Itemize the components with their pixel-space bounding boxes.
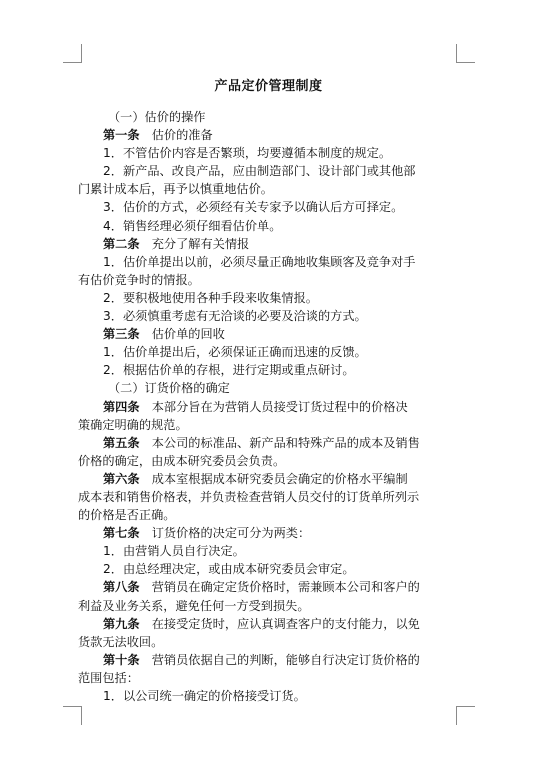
line-text: 2．新产品、改良产品，应由制造部门、设计部门或其他部 <box>103 164 416 179</box>
line-text: 1．以公司统一确定的价格接受订货。 <box>103 689 306 703</box>
article-label: 第九条 <box>103 616 140 631</box>
line-text: 本公司的标准品、新产品和特殊产品的成本及销售 <box>139 435 420 450</box>
body-line <box>78 687 463 705</box>
line-text: 本部分旨在为营销人员接受订货过程中的价格决 <box>139 399 408 414</box>
body-line <box>78 578 463 596</box>
line-text: 范围包括： <box>78 670 139 685</box>
line-text: 货款无法收回。 <box>78 634 164 649</box>
article-label: 第八条 <box>103 580 140 595</box>
line-text: （一）估价的操作 <box>108 110 206 124</box>
article-label: 第二条 <box>103 236 140 251</box>
line-text: 在接受定货时，应认真调查客户的支付能力，以免 <box>139 616 420 631</box>
article-label: 第一条 <box>103 128 140 143</box>
body-line <box>78 162 463 180</box>
line-text: 有估价竞争时的情报。 <box>78 272 200 287</box>
line-text: 营销员在确定定货价格时，需兼顾本公司和客户的 <box>139 580 420 595</box>
body-line <box>78 325 463 343</box>
line-text: 2．根据估价单的存根，进行定期或重点研讨。 <box>103 363 355 378</box>
body-line <box>78 615 463 633</box>
body-line <box>78 651 463 669</box>
line-text: 成本室根据成本研究委员会确定的价格水平编制 <box>139 471 408 486</box>
body-line <box>78 271 463 289</box>
body-line <box>78 307 463 325</box>
line-text: 1．估价单提出以前，必须尽量正确地收集顾客及竞争对手 <box>103 254 416 269</box>
body-line <box>78 488 463 506</box>
body-line <box>78 379 463 397</box>
line-text: 3．必须慎重考虑有无洽谈的必要及洽谈的方式。 <box>103 309 367 324</box>
crop-mark-bottom-left <box>63 706 82 725</box>
body-line <box>78 434 463 452</box>
article-label: 第六条 <box>103 471 140 486</box>
body-line <box>78 416 463 434</box>
crop-mark-bottom-right <box>456 706 475 725</box>
document-title: 产品定价管理制度 <box>214 79 323 94</box>
body-line <box>78 597 463 615</box>
line-text: 成本表和销售价格表，并负责检查营销人员交付的订货单所列示 <box>78 489 420 504</box>
body-line <box>78 361 463 379</box>
body-line <box>78 235 463 253</box>
crop-mark-top-left <box>63 44 82 63</box>
body-line <box>78 180 463 198</box>
body-line <box>78 108 463 126</box>
body-line <box>78 144 463 162</box>
body-line <box>78 253 463 271</box>
line-text: （二）订货价格的确定 <box>108 381 230 396</box>
line-text: 1．由营销人员自行决定。 <box>103 544 245 559</box>
body-line <box>78 524 463 542</box>
article-label: 第四条 <box>103 399 140 414</box>
line-text: 估价的准备 <box>139 128 213 143</box>
body-line <box>78 343 463 361</box>
body-line <box>78 452 463 470</box>
body-line <box>78 542 463 560</box>
line-text: 门累计成本后，再予以慎重地估价。 <box>78 182 273 197</box>
line-text: 估价单的回收 <box>139 327 225 342</box>
body-line <box>78 398 463 416</box>
line-text: 1．估价单提出后，必须保证正确而迅速的反馈。 <box>103 345 367 360</box>
line-text: 3．估价的方式，必须经有关专家予以确认后方可择定。 <box>103 200 404 215</box>
line-text: 充分了解有关情报 <box>139 236 250 251</box>
line-text: 价格的确定，由成本研究委员会负责。 <box>78 453 286 468</box>
article-label: 第十条 <box>103 652 140 667</box>
body-line <box>78 289 463 307</box>
line-text: 4．销售经理必须仔细看估价单。 <box>103 218 282 233</box>
line-text: 的价格是否正确。 <box>78 508 176 523</box>
line-text: 营销员依据自己的判断，能够自行决定订货价格的 <box>139 652 420 667</box>
line-text: 1．不管估价内容是否繁琐，均要遵循本制度的规定。 <box>103 146 392 161</box>
body-line <box>78 669 463 687</box>
article-label: 第三条 <box>103 327 140 342</box>
body-line <box>78 506 463 524</box>
body-line <box>78 560 463 578</box>
line-text: 策确定明确的规范。 <box>78 417 188 432</box>
article-label: 第七条 <box>103 526 140 541</box>
crop-mark-top-right <box>456 44 475 63</box>
body-line <box>78 470 463 488</box>
body-line <box>78 126 463 144</box>
line-text: 2．要积极地使用各种手段来收集情报。 <box>103 290 318 305</box>
document-body <box>78 108 463 705</box>
body-line <box>78 217 463 235</box>
line-text: 2．由总经理决定，或由成本研究委员会审定。 <box>103 562 355 577</box>
body-line <box>78 198 463 216</box>
article-label: 第五条 <box>103 435 140 450</box>
line-text: 利益及业务关系，避免任何一方受到损失。 <box>78 598 310 613</box>
line-text: 订货价格的决定可分为两类： <box>139 526 311 541</box>
body-line <box>78 633 463 651</box>
